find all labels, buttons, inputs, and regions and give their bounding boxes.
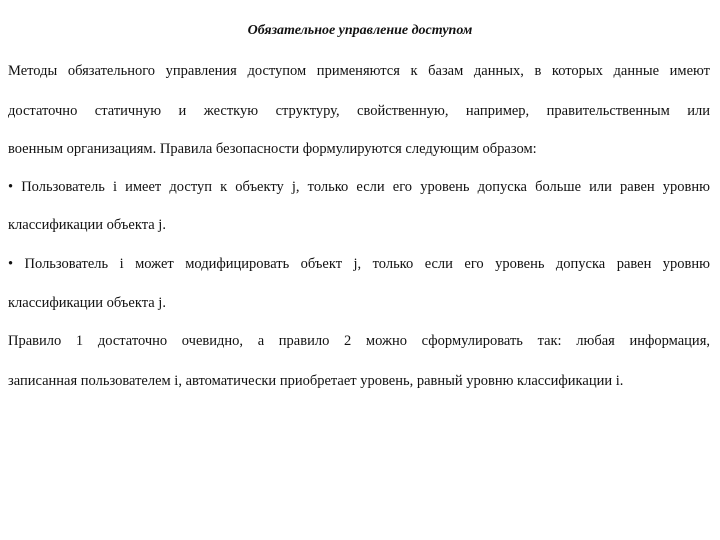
rule-1-line-2: классификации объекта j. bbox=[8, 217, 166, 233]
page-title: Обязательное управление доступом bbox=[247, 23, 473, 38]
rule-2-line-2: классификации объекта j. bbox=[8, 295, 166, 311]
paragraph-line-3: военным организациям. Правила безопасности формулируются следующим образом: bbox=[8, 141, 537, 157]
rule-1-line-1: • Пользователь i имеет доступ к объекту j, только если его уровень допуска больше или равен уровню bbox=[8, 179, 710, 195]
conclusion-line-2: записанная пользователем i, автоматически приобретает уровень, равный уровню классификации i. bbox=[8, 373, 624, 389]
conclusion-line-1: Правило 1 достаточно очевидно, а правило 2 можно сформулировать так: любая информация, bbox=[8, 333, 710, 349]
paragraph-line-2: достаточно статичную и жесткую структуру, свойственную, например, правительственным или bbox=[8, 103, 710, 119]
rule-2-line-1: • Пользователь i может модифицировать объект j, только если его уровень допуска равен уровню bbox=[8, 256, 710, 272]
paragraph-line-1: Методы обязательного управления доступом применяются к базам данных, в которых данные имеют bbox=[8, 63, 710, 79]
